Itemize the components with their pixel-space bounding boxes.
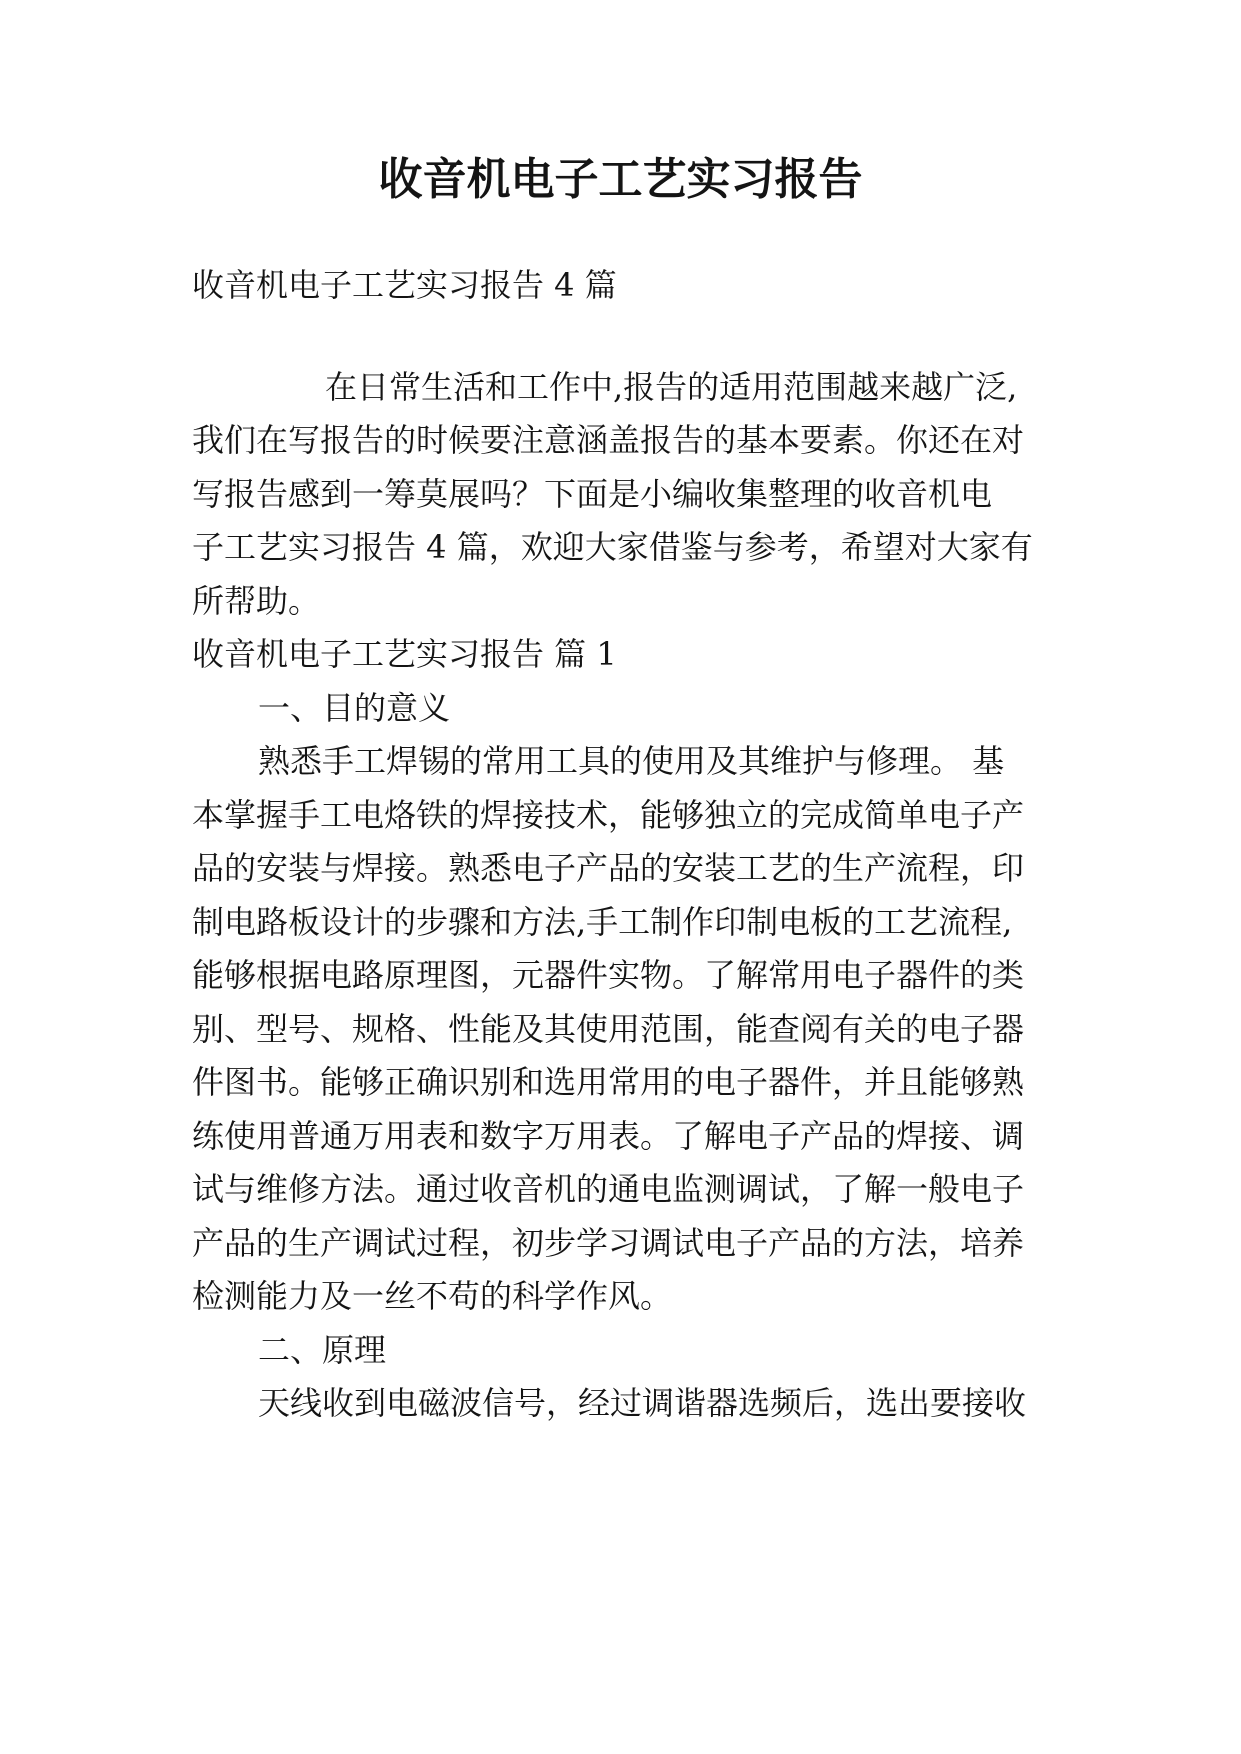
intro-line: 写报告感到一筹莫展吗？下面是小编收集整理的收音机电	[192, 475, 993, 513]
body-line: 试与维修方法。通过收音机的通电监测调试，了解一般电子	[192, 1170, 1025, 1208]
document-subtitle: 收音机电子工艺实习报告 4 篇	[192, 266, 617, 304]
body-line: 本掌握手工电烙铁的焊接技术，能够独立的完成简单电子产	[192, 796, 1025, 834]
body-line: 天线收到电磁波信号，经过调谐器选频后，选出要接收	[258, 1384, 1027, 1422]
body-line: 品的安装与焊接。熟悉电子产品的安装工艺的生产流程，印	[192, 849, 1025, 887]
subsection-heading: 一、目的意义	[258, 689, 451, 727]
body-line: 制电路板设计的步骤和方法,手工制作印制电板的工艺流程,	[192, 903, 1013, 941]
body-line: 件图书。能够正确识别和选用常用的电子器件，并且能够熟	[192, 1063, 1025, 1101]
intro-line: 子工艺实习报告 4 篇，欢迎大家借鉴与参考，希望对大家有	[192, 528, 1033, 566]
body-line: 练使用普通万用表和数字万用表。了解电子产品的焊接、调	[192, 1117, 1025, 1155]
section-heading: 收音机电子工艺实习报告 篇 1	[192, 635, 617, 673]
intro-line: 所帮助。	[192, 582, 321, 620]
subsection-heading: 二、原理	[258, 1331, 387, 1369]
body-line: 产品的生产调试过程，初步学习调试电子产品的方法，培养	[192, 1224, 1025, 1262]
body-line: 别、型号、规格、性能及其使用范围，能查阅有关的电子器	[192, 1010, 1025, 1048]
intro-line: 在日常生活和工作中,报告的适用范围越来越广泛,	[325, 368, 1018, 406]
body-line: 检测能力及一丝不苟的科学作风。	[192, 1277, 673, 1315]
document-title: 收音机电子工艺实习报告	[378, 154, 863, 205]
intro-line: 我们在写报告的时候要注意涵盖报告的基本要素。你还在对	[192, 421, 1025, 459]
body-line: 能够根据电路原理图，元器件实物。了解常用电子器件的类	[192, 956, 1025, 994]
body-line: 熟悉手工焊锡的常用工具的使用及其维护与修理。 基	[258, 742, 1005, 780]
